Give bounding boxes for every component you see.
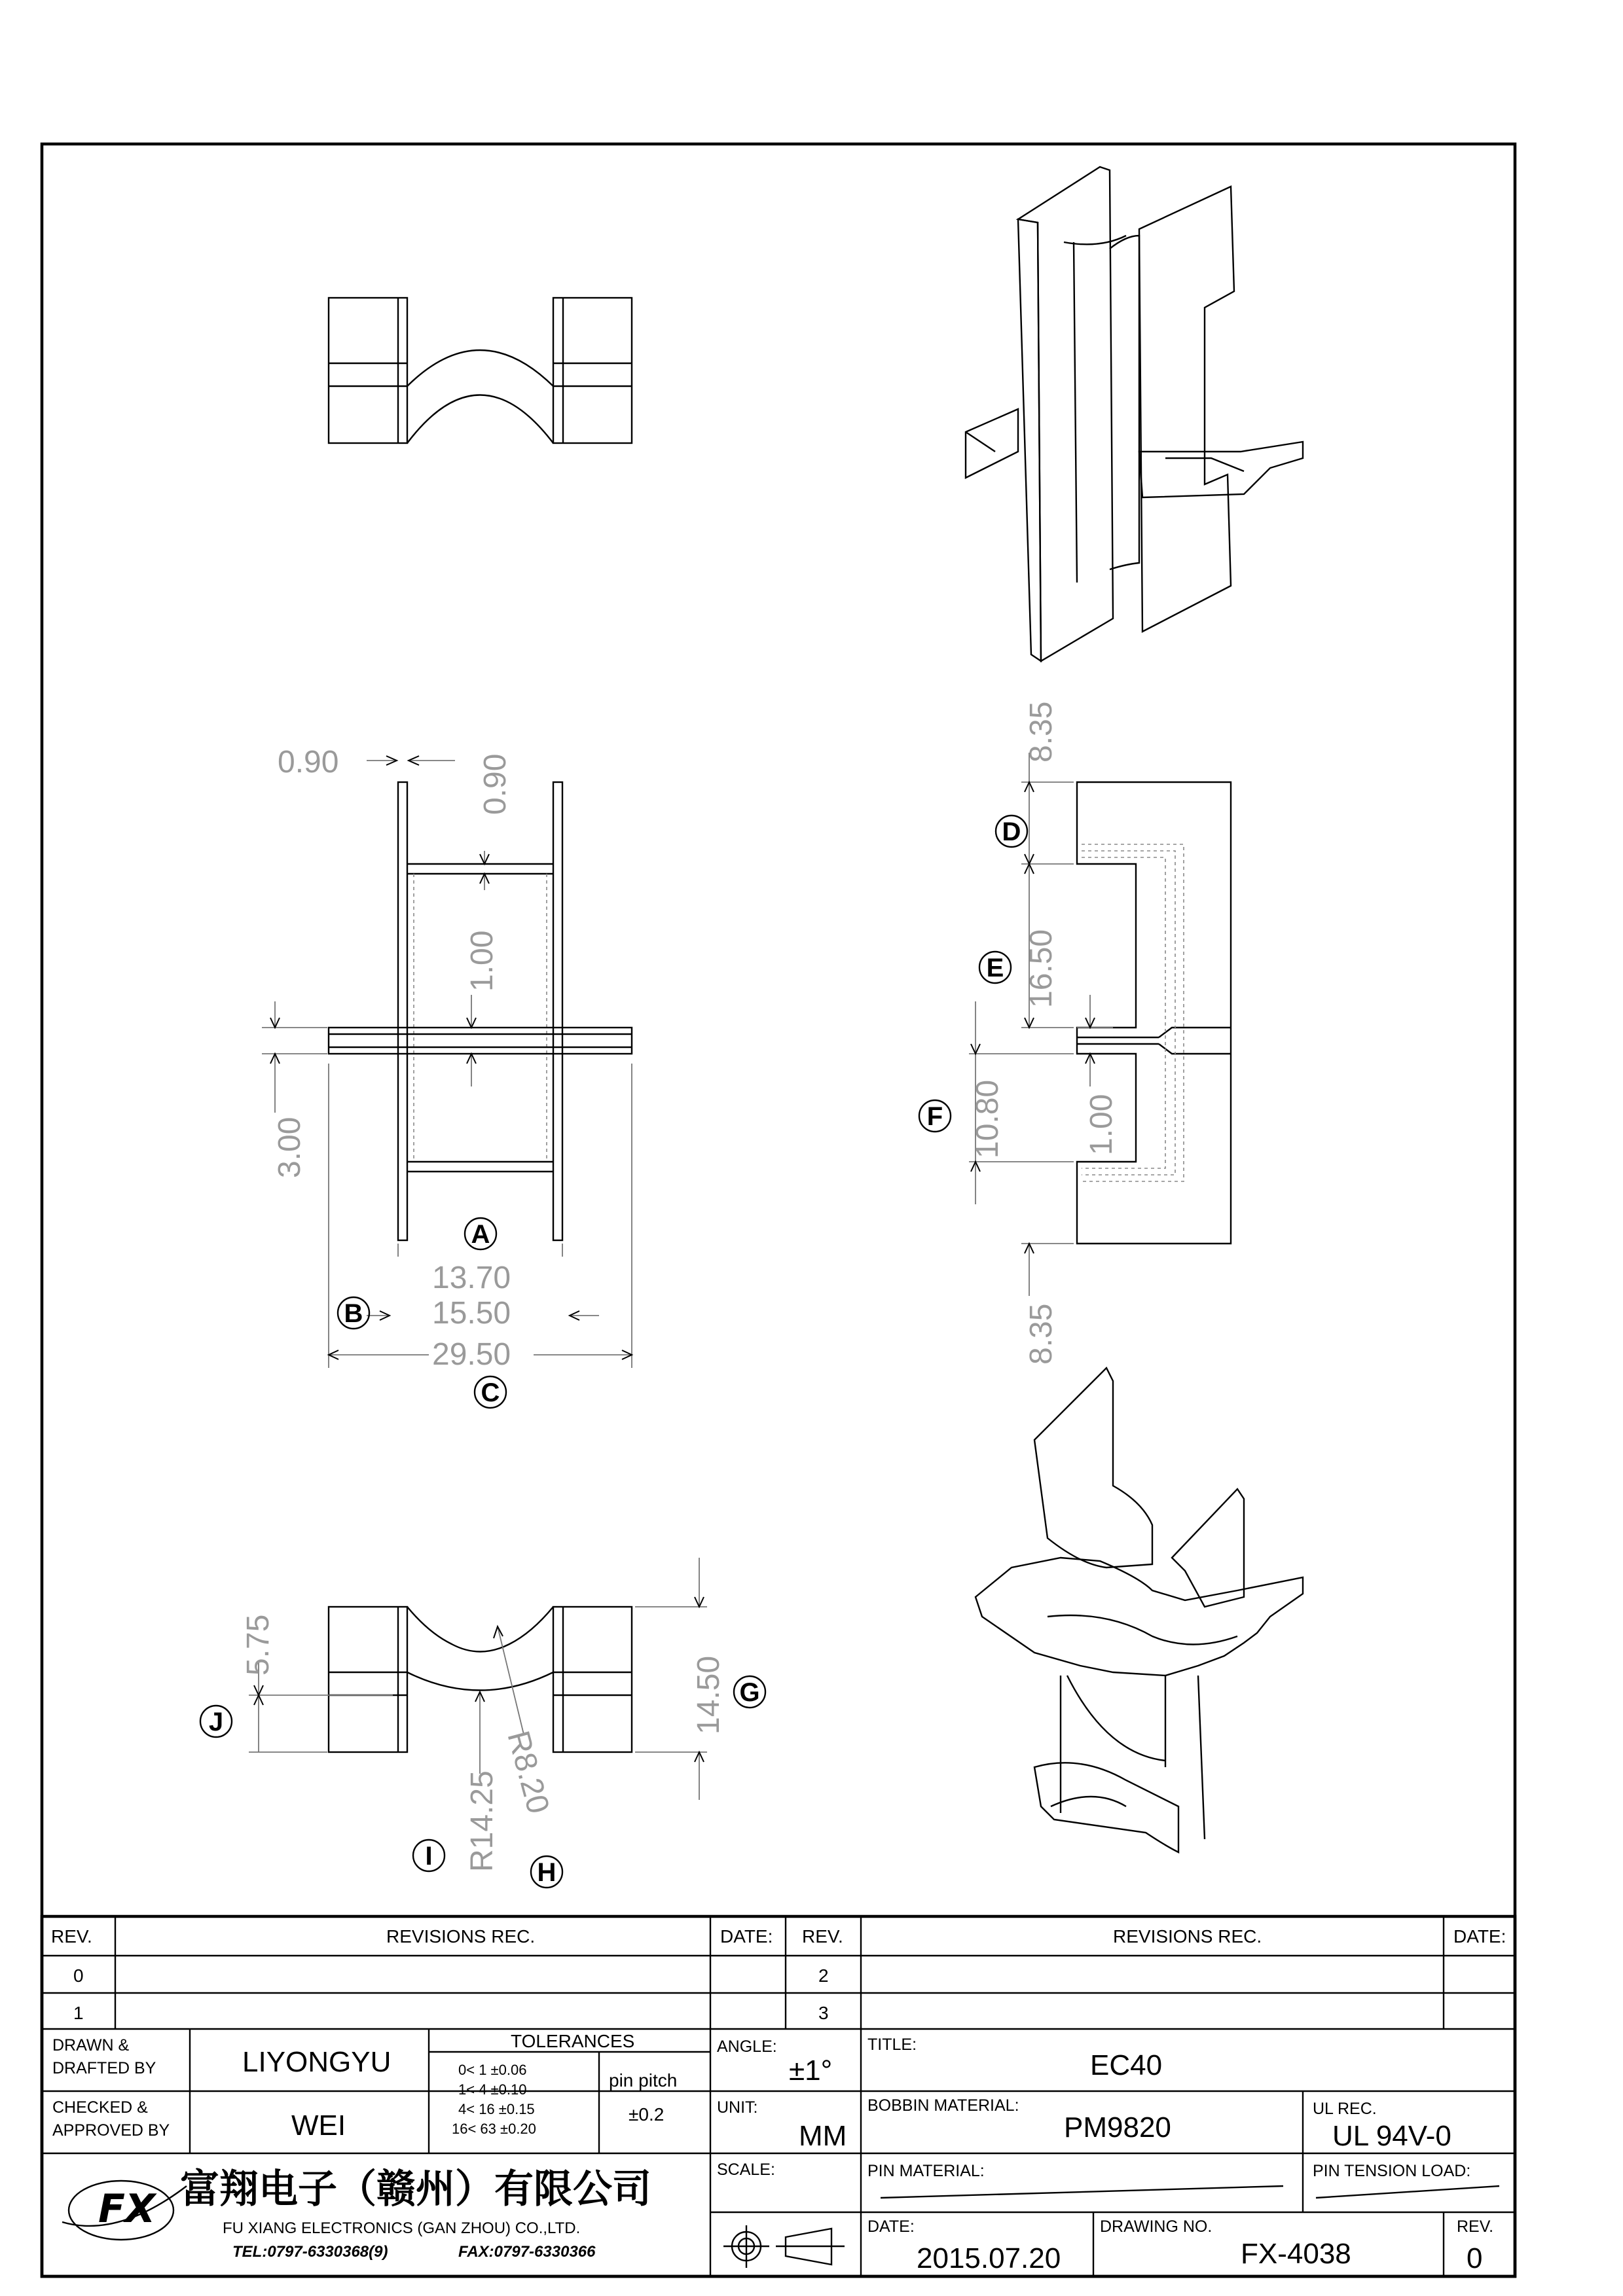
label-f [919,1100,951,1132]
pin-material-label: PIN MATERIAL: [867,2162,985,2180]
svg-text:A: A [471,1220,490,1249]
label-i [413,1840,445,1871]
tolerance-row-4: 16< 63 ±0.20 [452,2121,536,2137]
checked-label-1: CHECKED & [52,2098,148,2117]
dim-g: 14.50 [691,1655,726,1734]
dim-c: 29.50 [432,1337,511,1372]
top-view [329,298,632,443]
scale-label: SCALE: [717,2161,775,2179]
checked-by: WEI [291,2109,346,2142]
unit-value: MM [799,2120,847,2152]
dim-side-mid: 1.00 [1084,1094,1119,1155]
bobbin-material-label: BOBBIN MATERIAL: [867,2096,1019,2115]
bobbin-material-value: PM9820 [1064,2111,1171,2144]
tolerances-header: TOLERANCES [511,2031,635,2051]
svg-text:E: E [986,954,1004,982]
date-value: 2015.07.20 [917,2242,1061,2274]
tolerance-row-2: 1< 4 ±0.10 [458,2081,527,2098]
dim-d: 16.50 [1024,929,1059,1008]
svg-text:B: B [344,1299,363,1328]
tolerance-row-3: 4< 16 ±0.15 [458,2101,535,2117]
rev-header-right: REV. [802,1926,843,1946]
svg-text:C: C [481,1378,500,1407]
rev-row-2: 2 [818,1965,829,1986]
pin-pitch-value: ±0.2 [629,2104,665,2125]
title-label: TITLE: [867,2036,917,2054]
date-header: DATE: [720,1926,773,1946]
isometric-view-top [966,167,1303,661]
dim-e: 10.80 [970,1079,1005,1158]
label-d [996,816,1027,847]
logo-text: FX [98,2186,156,2232]
drawing-no-value: FX-4038 [1241,2238,1351,2270]
label-c [475,1376,506,1408]
label-e [979,952,1011,983]
dim-r-inner: R8.20 [500,1727,556,1818]
pin-pitch-label: pin pitch [609,2070,678,2090]
dim-mid-flange: 1.00 [465,930,500,992]
checked-label-2: APPROVED BY [52,2121,170,2140]
svg-text:H: H [537,1858,556,1887]
company-name-cn: 富翔电子（赣州）有限公司 [180,2166,651,2212]
angle-label: ANGLE: [717,2037,777,2056]
rev-header: REV. [51,1926,92,1946]
date-header-right: DATE: [1453,1926,1506,1946]
drawn-label-2: DRAFTED BY [52,2059,156,2077]
svg-text:G: G [739,1678,760,1707]
rev-row-3: 3 [818,2003,829,2023]
angle-value: ±1° [789,2054,833,2087]
drawing-border [42,144,1515,2276]
bottom-view [249,1558,707,1800]
dim-side-top: 8.35 [1024,701,1059,762]
label-h [531,1856,562,1888]
rev-row-0: 0 [73,1965,84,1986]
drawing-no-label: DRAWING NO. [1100,2217,1213,2236]
dim-top-gap: 0.90 [278,745,339,780]
rev-row-1: 1 [73,2003,84,2023]
dim-side-bottom: 8.35 [1024,1303,1059,1365]
dim-b: 15.50 [432,1296,511,1331]
dim-top-flange: 0.90 [478,753,513,815]
label-a [465,1218,496,1249]
drawn-label-1: DRAWN & [52,2036,130,2054]
dim-r-outer: R14.25 [465,1770,500,1872]
revisions-header-right: REVISIONS REC. [1113,1926,1262,1946]
date-label: DATE: [867,2217,915,2236]
rev-value: 0 [1467,2242,1483,2274]
label-b [338,1297,369,1329]
label-g [734,1676,765,1708]
label-j [200,1706,232,1737]
tolerance-row-1: 0< 1 ±0.06 [458,2062,527,2078]
svg-text:J: J [208,1708,224,1736]
company-name-en: FU XIANG ELECTRONICS (GAN ZHOU) CO.,LTD. [223,2219,581,2237]
dim-left-step: 3.00 [272,1117,307,1178]
rev-label: REV. [1457,2217,1494,2236]
svg-text:D: D [1002,817,1021,846]
isometric-view-bottom [976,1368,1303,1852]
pin-tension-label: PIN TENSION LOAD: [1313,2162,1471,2180]
drawn-by: LIYONGYU [242,2046,392,2078]
svg-text:F: F [926,1102,943,1131]
dim-a: 13.70 [432,1261,511,1295]
unit-label: UNIT: [717,2098,758,2117]
dim-j: 5.75 [241,1614,276,1676]
ul-rec-label: UL REC. [1313,2100,1377,2118]
svg-text:I: I [425,1842,433,1871]
company-fax: FAX:0797-6330366 [458,2243,596,2261]
title-value: EC40 [1090,2049,1163,2081]
company-tel: TEL:0797-6330368(9) [232,2243,388,2261]
ul-rec-value: UL 94V-0 [1332,2120,1451,2152]
revisions-header: REVISIONS REC. [386,1926,536,1946]
